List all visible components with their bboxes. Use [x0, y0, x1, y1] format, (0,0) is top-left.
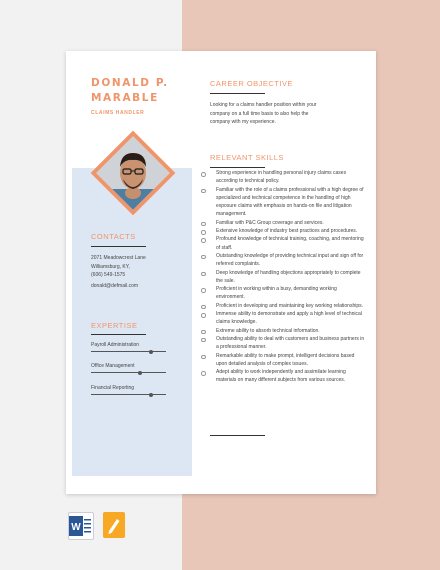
- expertise-label: Office Management: [91, 363, 135, 369]
- skills-rule: [210, 167, 265, 168]
- contacts-title: CONTACTS: [91, 232, 136, 241]
- bullet-icon: [201, 313, 206, 318]
- skill-text: Extensive knowledge of industry best practices and procedures.: [216, 228, 358, 235]
- expertise-track: [91, 372, 166, 373]
- expertise-label: Financial Reporting: [91, 385, 135, 391]
- skill-text: Immense ability to demonstrate and apply a high level of technical claims knowledge.: [216, 311, 362, 326]
- career-text: Looking for a claims handler position within your company on a full time basis to also help the company with my experience.: [210, 102, 317, 125]
- expertise-label: Payroll Administration: [91, 342, 140, 348]
- skill-text: Outstanding knowledge of providing technical input and sign off for referred complaints.: [216, 252, 364, 268]
- skill-text: Familiar with P&C Group coverage and services.: [216, 219, 324, 226]
- bullet-icon: [201, 338, 206, 343]
- expertise-title: EXPERTISE: [91, 321, 138, 330]
- skill-item: [201, 302, 366, 310]
- bullet-icon: [201, 288, 206, 293]
- bullet-icon: [201, 222, 206, 227]
- expertise-rule: [91, 334, 146, 335]
- bullet-icon: [201, 305, 206, 310]
- pages-icon[interactable]: [103, 512, 125, 538]
- expertise-level-dot: [149, 350, 153, 354]
- expertise-track: [91, 351, 166, 352]
- resume-paper: [66, 51, 376, 494]
- bullet-icon: [201, 330, 206, 335]
- skill-item: [201, 269, 366, 286]
- expertise-item: [91, 363, 166, 373]
- bullet-icon: [201, 189, 206, 194]
- skill-text: Profound knowledge of technical training, coaching, and mentoring of staff.: [216, 236, 364, 251]
- skills-title: RELEVANT SKILLS: [210, 153, 284, 162]
- word-icon[interactable]: [68, 512, 94, 540]
- skill-item: [201, 227, 366, 235]
- candidate-name: DONALD P. MARABLE: [91, 77, 169, 104]
- bullet-icon: [201, 230, 206, 235]
- bullet-icon: [201, 371, 206, 376]
- skill-item: [201, 219, 366, 227]
- expertise-level-dot: [149, 393, 153, 397]
- skill-text: Outstanding ability to deal with customers and business partners in a professional manner.: [216, 335, 365, 351]
- contact-address: 2071 Meadowcrest Lane Williamsburg, KY,: [91, 255, 146, 270]
- contact-email: donald@defmail.com: [91, 283, 139, 289]
- expertise-track: [91, 394, 166, 395]
- skill-text: Adept ability to work independently and assimilate learning materials on many different subjects from various sources.: [216, 369, 346, 384]
- skill-text: Familiar with the role of a claims professional with a high degree of specialized and technical competence in the handling of high exposure claims with emphasis on hands-on file and litigation management.: [216, 186, 364, 218]
- bullet-icon: [201, 355, 206, 360]
- bullet-icon: [201, 255, 206, 260]
- skill-item: [201, 285, 366, 302]
- contact-phone: (606) 549-1575: [91, 272, 126, 278]
- bullet-icon: [201, 172, 206, 177]
- bullet-icon: [201, 272, 206, 277]
- career-rule: [210, 93, 265, 94]
- skill-item: [201, 327, 366, 335]
- skills-list: [201, 169, 366, 385]
- skill-item: [201, 335, 366, 352]
- expertise-item: [91, 385, 166, 395]
- skill-text: Deep knowledge of handling objections appropriately to complete the sale.: [216, 269, 361, 284]
- skill-item: [201, 169, 366, 186]
- skill-text: Extreme ability to absorb technical information.: [216, 327, 320, 334]
- career-title: CAREER OBJECTIVE: [210, 79, 294, 88]
- skill-item: [201, 252, 366, 269]
- expertise-item: [91, 342, 166, 352]
- bullet-icon: [201, 238, 206, 243]
- contacts-rule: [91, 246, 146, 247]
- skill-text: Remarkable ability to make prompt, intelligent decisions based upon detailed analysis of complex issues.: [216, 352, 355, 367]
- skills-end-rule: [210, 435, 265, 436]
- svg-text:W: W: [71, 522, 81, 533]
- expertise-level-dot: [138, 371, 142, 375]
- skill-text: Proficient in developing and maintaining key working relationships.: [216, 302, 364, 309]
- skill-text: Proficient in working within a busy, demanding working environment.: [216, 286, 337, 301]
- skill-item: [201, 186, 366, 219]
- skill-item: [201, 368, 366, 385]
- skill-text: Strong experience in handling personal injury claims cases according to technical policy.: [216, 170, 347, 185]
- candidate-role: CLAIMS HANDLER: [91, 110, 145, 116]
- skill-item: [201, 235, 366, 252]
- skill-item: [201, 310, 366, 327]
- skill-item: [201, 352, 366, 369]
